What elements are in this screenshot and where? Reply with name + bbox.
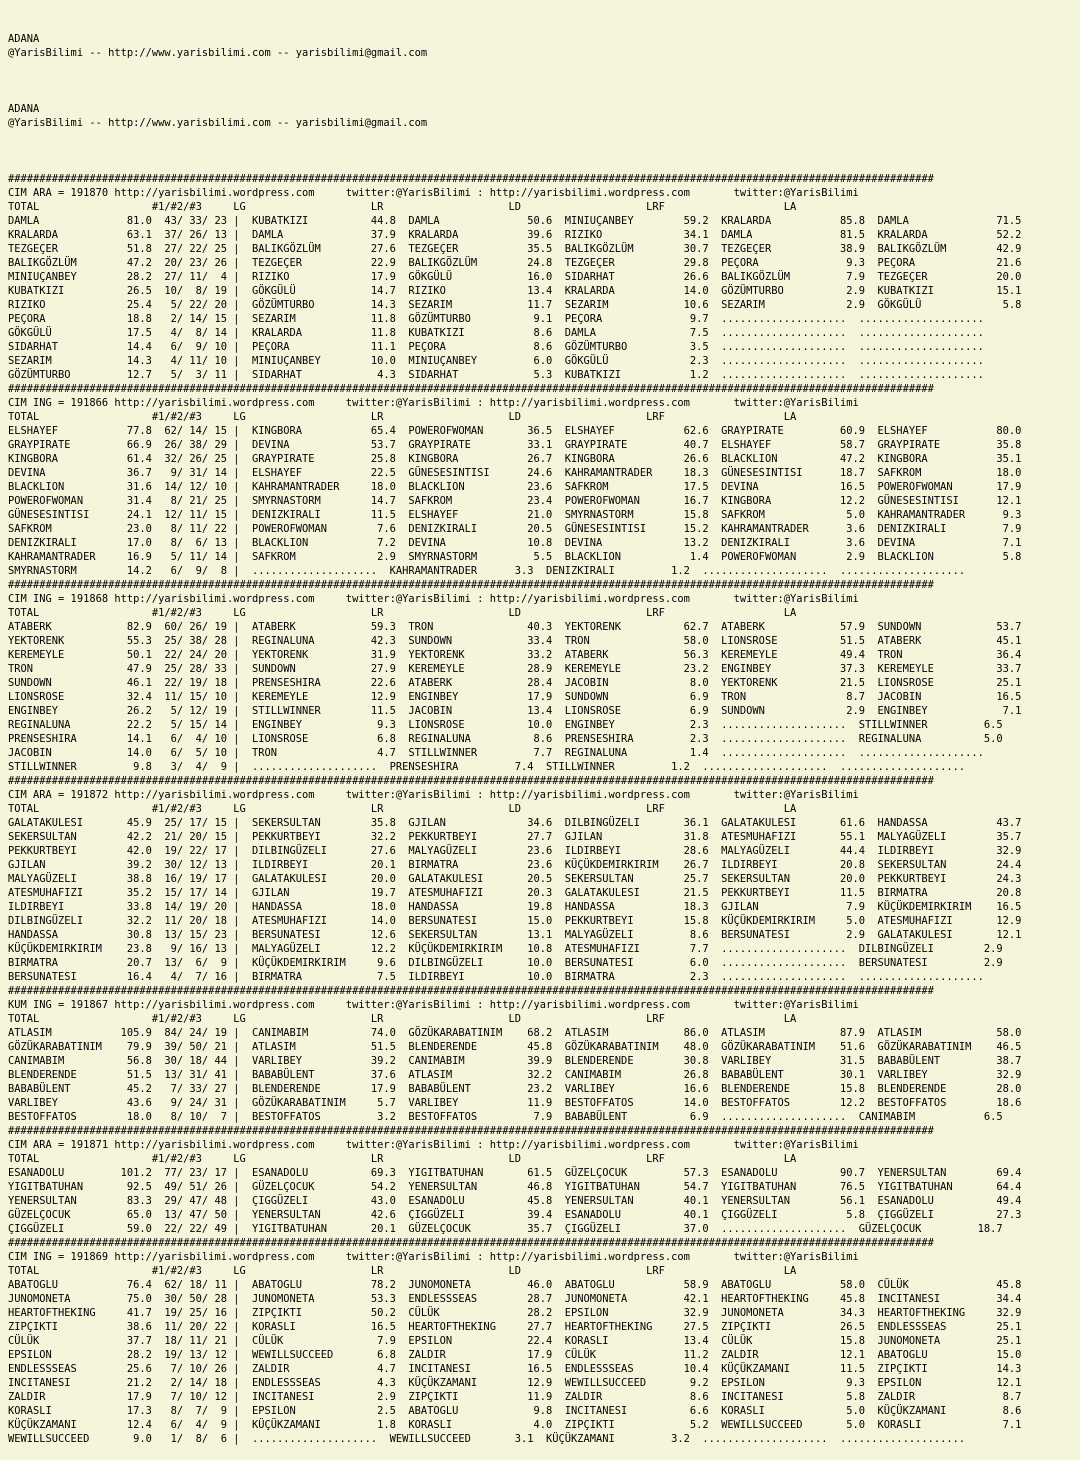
separator-line: #################################################################################################################################################### xyxy=(8,383,934,395)
table-row: SEZARIM 14.3 4/ 11/ 10 | MINIUÇANBEY 10.0 MINIUÇANBEY 6.0 GÖKGÜLÜ 2.3 .................... .................... xyxy=(8,355,984,367)
table-row: GÜNESESINTISI 24.1 12/ 11/ 15 | DENIZKIRALI 11.5 ELSHAYEF 21.0 SMYRNASTORM 15.8 SAFKROM 5.0 KAHRAMANTRADER 9.3 xyxy=(8,509,1022,521)
table-row: EPSILON 28.2 19/ 13/ 12 | WEWILLSUCCEED 6.8 ZALDIR 17.9 CÜLÜK 11.2 ZALDIR 12.1 ABATOGLU 15.0 xyxy=(8,1349,1022,1361)
city-title: ADANA xyxy=(8,103,40,115)
separator-line: #################################################################################################################################################### xyxy=(8,1237,934,1249)
table-row: YIGITBATUHAN 92.5 49/ 51/ 26 | GÜZELÇOCUK 54.2 YENERSULTAN 46.8 YIGITBATUHAN 54.7 YIGITBATUHAN 76.5 YIGITBATUHAN 64.4 xyxy=(8,1181,1022,1193)
table-row: STILLWINNER 9.8 3/ 4/ 9 | .................... PRENSESHIRA 7.4 STILLWINNER 1.2 .................... .................... xyxy=(8,761,966,773)
table-row: DENIZKIRALI 17.0 8/ 6/ 13 | BLACKLION 7.2 DEVINA 10.8 DEVINA 13.2 DENIZKIRALI 3.6 DEVINA 7.1 xyxy=(8,537,1022,549)
table-row: POWEROFWOMAN 31.4 8/ 21/ 25 | SMYRNASTORM 14.7 SAFKROM 23.4 POWEROFWOMAN 16.7 KINGBORA 12.2 GÜNESESINTISI 12.1 xyxy=(8,495,1022,507)
contact-line: @YarisBilimi -- http://www.yarisbilimi.com -- yarisbilimi@gmail.com xyxy=(8,47,428,59)
table-row: BESTOFFATOS 18.0 8/ 10/ 7 | BESTOFFATOS 3.2 BESTOFFATOS 7.9 BABABÜLENT 6.9 .................... CANIMABIM 6.5 xyxy=(8,1111,1003,1123)
blank-line xyxy=(8,130,1080,144)
table-row: KUBATKIZI 26.5 10/ 8/ 19 | GÖKGÜLÜ 14.7 RIZIKO 13.4 KRALARDA 14.0 GÖZÜMTURBO 2.9 KUBATKIZI 15.1 xyxy=(8,285,1022,297)
table-row: TEZGEÇER 51.8 27/ 22/ 25 | BALIKGÖZLÜM 27.6 TEZGEÇER 35.5 BALIKGÖZLÜM 30.7 TEZGEÇER 38.9 BALIKGÖZLÜM 42.9 xyxy=(8,243,1022,255)
table-row: YENERSULTAN 83.3 29/ 47/ 48 | ÇIGGÜZELI 43.0 ESANADOLU 45.8 YENERSULTAN 40.1 YENERSULTAN 56.1 ESANADOLU 49.4 xyxy=(8,1195,1022,1207)
table-row: MINIUÇANBEY 28.2 27/ 11/ 4 | RIZIKO 17.9 GÖKGÜLÜ 16.0 SIDARHAT 26.6 BALIKGÖZLÜM 7.9 TEZGEÇER 20.0 xyxy=(8,271,1022,283)
table-row: GALATAKULESI 45.9 25/ 17/ 15 | SEKERSULTAN 35.8 GJILAN 34.6 DILBINGÜZELI 36.1 GALATAKULESI 61.6 HANDASSA 43.7 xyxy=(8,817,1022,829)
race-title: CIM ARA = 191871 http://yarisbilimi.wordpress.com twitter:@YarisBilimi : http://yarisbilimi.wordpress.com twitter:@YarisBilimi xyxy=(8,1139,859,1151)
table-row: VARLIBEY 43.6 9/ 24/ 31 | GÖZÜKARABATINIM 5.7 VARLIBEY 11.9 BESTOFFATOS 14.0 BESTOFFATOS 12.2 BESTOFFATOS 18.6 xyxy=(8,1097,1022,1109)
table-row: PRENSESHIRA 14.1 6/ 4/ 10 | LIONSROSE 6.8 REGINALUNA 8.6 PRENSESHIRA 2.3 .................... REGINALUNA 5.0 xyxy=(8,733,1003,745)
table-row: BLACKLION 31.6 14/ 12/ 10 | KAHRAMANTRADER 18.0 BLACKLION 23.6 SAFKROM 17.5 DEVINA 16.5 POWEROFWOMAN 17.9 xyxy=(8,481,1022,493)
table-row: PEÇORA 18.8 2/ 14/ 15 | SEZARIM 11.8 GÖZÜMTURBO 9.1 PEÇORA 9.7 .................... .................... xyxy=(8,313,984,325)
table-row: HEARTOFTHEKING 41.7 19/ 25/ 16 | ZIPÇIKTI 50.2 CÜLÜK 28.2 EPSILON 32.9 JUNOMONETA 34.3 HEARTOFTHEKING 32.9 xyxy=(8,1307,1022,1319)
table-row: HANDASSA 30.8 13/ 15/ 23 | BERSUNATESI 12.6 SEKERSULTAN 13.1 MALYAGÜZELI 8.6 BERSUNATESI 2.9 GALATAKULESI 12.1 xyxy=(8,929,1022,941)
table-row: KEREMEYLE 50.1 22/ 24/ 20 | YEKTORENK 31.9 YEKTORENK 33.2 ATABERK 56.3 KEREMEYLE 49.4 TRON 36.4 xyxy=(8,649,1022,661)
table-row: SEKERSULTAN 42.2 21/ 20/ 15 | PEKKURTBEYI 32.2 PEKKURTBEYI 27.7 GJILAN 31.8 ATESMUHAFIZI 55.1 MALYAGÜZELI 35.7 xyxy=(8,831,1022,843)
race-block xyxy=(8,998,1080,1124)
table-row: REGINALUNA 22.2 5/ 15/ 14 | ENGINBEY 9.3 LIONSROSE 10.0 ENGINBEY 2.3 .................... STILLWINNER 6.5 xyxy=(8,719,1003,731)
city-title: ADANA xyxy=(8,33,40,45)
column-header: TOTAL #1/#2/#3 LG LR LD LRF LA xyxy=(8,411,797,423)
race-title: CIM ING = 191869 http://yarisbilimi.wordpress.com twitter:@YarisBilimi : http://yarisbilimi.wordpress.com twitter:@YarisBilimi xyxy=(8,1251,859,1263)
table-row: WEWILLSUCCEED 9.0 1/ 8/ 6 | .................... WEWILLSUCCEED 3.1 KÜÇÜKZAMANI 3.2 .................... .................... xyxy=(8,1433,966,1445)
race-block xyxy=(8,788,1080,984)
table-row: ZALDIR 17.9 7/ 10/ 12 | INCITANESI 2.9 ZIPÇIKTI 11.9 ZALDIR 8.6 INCITANESI 5.8 ZALDIR 8.7 xyxy=(8,1391,1022,1403)
table-row: KÜÇÜKDEMIRKIRIM 23.8 9/ 16/ 13 | MALYAGÜZELI 12.2 KÜÇÜKDEMIRKIRIM 10.8 ATESMUHAFIZI 7.7 .................... DILBINGÜZELI 2.9 xyxy=(8,943,1003,955)
table-row: PEKKURTBEYI 42.0 19/ 22/ 17 | DILBINGÜZELI 27.6 MALYAGÜZELI 23.6 ILDIRBEYI 28.6 MALYAGÜZELI 44.4 ILDIRBEYI 32.9 xyxy=(8,845,1022,857)
table-row: GRAYPIRATE 66.9 26/ 38/ 29 | DEVINA 53.7 GRAYPIRATE 33.1 GRAYPIRATE 40.7 ELSHAYEF 58.7 GRAYPIRATE 35.8 xyxy=(8,439,1022,451)
table-row: ATABERK 82.9 60/ 26/ 19 | ATABERK 59.3 TRON 40.3 YEKTORENK 62.7 ATABERK 57.9 SUNDOWN 53.7 xyxy=(8,621,1022,633)
table-row: KAHRAMANTRADER 16.9 5/ 11/ 14 | SAFKROM 2.9 SMYRNASTORM 5.5 BLACKLION 1.4 POWEROFWOMAN 2.9 BLACKLION 5.8 xyxy=(8,551,1022,563)
race-title: CIM ARA = 191872 http://yarisbilimi.wordpress.com twitter:@YarisBilimi : http://yarisbilimi.wordpress.com twitter:@YarisBilimi xyxy=(8,789,859,801)
table-row: DAMLA 81.0 43/ 33/ 23 | KUBATKIZI 44.8 DAMLA 50.6 MINIUÇANBEY 59.2 KRALARDA 85.8 DAMLA 71.5 xyxy=(8,215,1022,227)
blank-line xyxy=(8,74,1080,88)
table-row: ENGINBEY 26.2 5/ 12/ 19 | STILLWINNER 11.5 JACOBIN 13.4 LIONSROSE 6.9 SUNDOWN 2.9 ENGINBEY 7.1 xyxy=(8,705,1022,717)
table-row: CÜLÜK 37.7 18/ 11/ 21 | CÜLÜK 7.9 EPSILON 22.4 KORASLI 13.4 CÜLÜK 15.8 JUNOMONETA 25.1 xyxy=(8,1335,1022,1347)
separator-line: #################################################################################################################################################### xyxy=(8,1125,934,1137)
table-row: GÖZÜKARABATINIM 79.9 39/ 50/ 21 | ATLASIM 51.5 BLENDERENDE 45.8 GÖZÜKARABATINIM 48.0 GÖZÜKARABATINIM 51.6 GÖZÜKARABATINIM 46.5 xyxy=(8,1041,1022,1053)
table-row: ENDLESSSEAS 25.6 7/ 10/ 26 | ZALDIR 4.7 INCITANESI 16.5 ENDLESSSEAS 10.4 KÜÇÜKZAMANI 11.5 ZIPÇIKTI 14.3 xyxy=(8,1363,1022,1375)
table-row: KORASLI 17.3 8/ 7/ 9 | EPSILON 2.5 ABATOGLU 9.8 INCITANESI 6.6 KORASLI 5.0 KÜÇÜKZAMANI 8.6 xyxy=(8,1405,1022,1417)
table-row: KINGBORA 61.4 32/ 26/ 25 | GRAYPIRATE 25.8 KINGBORA 26.7 KINGBORA 26.6 BLACKLION 47.2 KINGBORA 35.1 xyxy=(8,453,1022,465)
separator-line: #################################################################################################################################################### xyxy=(8,173,934,185)
table-row: MALYAGÜZELI 38.8 16/ 19/ 17 | GALATAKULESI 20.0 GALATAKULESI 20.5 SEKERSULTAN 25.7 SEKERSULTAN 20.0 PEKKURTBEYI 24.3 xyxy=(8,873,1022,885)
table-row: KÜÇÜKZAMANI 12.4 6/ 4/ 9 | KÜÇÜKZAMANI 1.8 KORASLI 4.0 ZIPÇIKTI 5.2 WEWILLSUCCEED 5.0 KORASLI 7.1 xyxy=(8,1419,1022,1431)
table-row: GÖKGÜLÜ 17.5 4/ 8/ 14 | KRALARDA 11.8 KUBATKIZI 8.6 DAMLA 7.5 .................... .................... xyxy=(8,327,984,339)
table-row: ABATOGLU 76.4 62/ 18/ 11 | ABATOGLU 78.2 JUNOMONETA 46.0 ABATOGLU 58.9 ABATOGLU 58.0 CÜLÜK 45.8 xyxy=(8,1279,1022,1291)
table-row: ELSHAYEF 77.8 62/ 14/ 15 | KINGBORA 65.4 POWEROFWOMAN 36.5 ELSHAYEF 62.6 GRAYPIRATE 60.9 ELSHAYEF 80.0 xyxy=(8,425,1022,437)
table-row: ESANADOLU 101.2 77/ 23/ 17 | ESANADOLU 69.3 YIGITBATUHAN 61.5 GÜZELÇOCUK 57.3 ESANADOLU 90.7 YENERSULTAN 69.4 xyxy=(8,1167,1022,1179)
table-row: SMYRNASTORM 14.2 6/ 9/ 8 | .................... KAHRAMANTRADER 3.3 DENIZKIRALI 1.2 .................... .................... xyxy=(8,565,966,577)
table-row: JUNOMONETA 75.0 30/ 50/ 28 | JUNOMONETA 53.3 ENDLESSSEAS 28.7 JUNOMONETA 42.1 HEARTOFTHEKING 45.8 INCITANESI 34.4 xyxy=(8,1293,1022,1305)
blank-line xyxy=(8,60,1080,74)
race-title: KUM ING = 191867 http://yarisbilimi.wordpress.com twitter:@YarisBilimi : http://yarisbilimi.wordpress.com twitter:@YarisBilimi xyxy=(8,999,859,1011)
table-row: ATESMUHAFIZI 35.2 15/ 17/ 14 | GJILAN 19.7 ATESMUHAFIZI 20.3 GALATAKULESI 21.5 PEKKURTBEYI 11.5 BIRMATRA 20.8 xyxy=(8,887,1022,899)
table-row: ILDIRBEYI 33.8 14/ 19/ 20 | HANDASSA 18.0 HANDASSA 19.8 HANDASSA 18.3 GJILAN 7.9 KÜÇÜKDEMIRKIRIM 16.5 xyxy=(8,901,1022,913)
column-header: TOTAL #1/#2/#3 LG LR LD LRF LA xyxy=(8,803,797,815)
column-header: TOTAL #1/#2/#3 LG LR LD LRF LA xyxy=(8,1265,797,1277)
column-header: TOTAL #1/#2/#3 LG LR LD LRF LA xyxy=(8,201,797,213)
race-block xyxy=(8,1138,1080,1236)
race-block xyxy=(8,592,1080,774)
document-header xyxy=(8,32,1080,144)
table-row: GÖZÜMTURBO 12.7 5/ 3/ 11 | SIDARHAT 4.3 SIDARHAT 5.3 KUBATKIZI 1.2 .................... .................... xyxy=(8,369,984,381)
column-header: TOTAL #1/#2/#3 LG LR LD LRF LA xyxy=(8,607,797,619)
blank-line xyxy=(8,88,1080,102)
contact-line: @YarisBilimi -- http://www.yarisbilimi.com -- yarisbilimi@gmail.com xyxy=(8,117,428,129)
table-row: JACOBIN 14.0 6/ 5/ 10 | TRON 4.7 STILLWINNER 7.7 REGINALUNA 1.4 .................... .................... xyxy=(8,747,984,759)
table-row: GJILAN 39.2 30/ 12/ 13 | ILDIRBEYI 20.1 BIRMATRA 23.6 KÜÇÜKDEMIRKIRIM 26.7 ILDIRBEYI 20.8 SEKERSULTAN 24.4 xyxy=(8,859,1022,871)
table-row: DILBINGÜZELI 32.2 11/ 20/ 18 | ATESMUHAFIZI 14.0 BERSUNATESI 15.0 PEKKURTBEYI 15.8 KÜÇÜKDEMIRKIRIM 5.0 ATESMUHAFIZI 12.9 xyxy=(8,915,1022,927)
race-blocks xyxy=(8,172,1080,1446)
table-row: CANIMABIM 56.8 30/ 18/ 44 | VARLIBEY 39.2 CANIMABIM 39.9 BLENDERENDE 30.8 VARLIBEY 31.5 BABABÜLENT 38.7 xyxy=(8,1055,1022,1067)
separator-line: #################################################################################################################################################### xyxy=(8,985,934,997)
table-row: ÇIGGÜZELI 59.0 22/ 22/ 49 | YIGITBATUHAN 20.1 GÜZELÇOCUK 35.7 ÇIGGÜZELI 37.0 .................... GÜZELÇOCUK 18.7 xyxy=(8,1223,1003,1235)
table-row: SIDARHAT 14.4 6/ 9/ 10 | PEÇORA 11.1 PEÇORA 8.6 GÖZÜMTURBO 3.5 .................... .................... xyxy=(8,341,984,353)
race-title: CIM ING = 191866 http://yarisbilimi.wordpress.com twitter:@YarisBilimi : http://yarisbilimi.wordpress.com twitter:@YarisBilimi xyxy=(8,397,859,409)
table-row: BABABÜLENT 45.2 7/ 33/ 27 | BLENDERENDE 17.9 BABABÜLENT 23.2 VARLIBEY 16.6 BLENDERENDE 15.8 BLENDERENDE 28.0 xyxy=(8,1083,1022,1095)
table-row: BLENDERENDE 51.5 13/ 31/ 41 | BABABÜLENT 37.6 ATLASIM 32.2 CANIMABIM 26.8 BABABÜLENT 30.1 VARLIBEY 32.9 xyxy=(8,1069,1022,1081)
table-row: BERSUNATESI 16.4 4/ 7/ 16 | BIRMATRA 7.5 ILDIRBEYI 10.0 BIRMATRA 2.3 .................... .................... xyxy=(8,971,984,983)
table-row: ZIPÇIKTI 38.6 11/ 20/ 22 | KORASLI 16.5 HEARTOFTHEKING 27.7 HEARTOFTHEKING 27.5 ZIPÇIKTI 26.5 ENDLESSSEAS 25.1 xyxy=(8,1321,1022,1333)
race-block xyxy=(8,186,1080,382)
table-row: RIZIKO 25.4 5/ 22/ 20 | GÖZÜMTURBO 14.3 SEZARIM 11.7 SEZARIM 10.6 SEZARIM 2.9 GÖKGÜLÜ 5.8 xyxy=(8,299,1022,311)
table-row: KRALARDA 63.1 37/ 26/ 13 | DAMLA 37.9 KRALARDA 39.6 RIZIKO 34.1 DAMLA 81.5 KRALARDA 52.2 xyxy=(8,229,1022,241)
table-row: SUNDOWN 46.1 22/ 19/ 18 | PRENSESHIRA 22.6 ATABERK 28.4 JACOBIN 8.0 YEKTORENK 21.5 LIONSROSE 25.1 xyxy=(8,677,1022,689)
column-header: TOTAL #1/#2/#3 LG LR LD LRF LA xyxy=(8,1153,797,1165)
race-block xyxy=(8,396,1080,578)
table-row: LIONSROSE 32.4 11/ 15/ 10 | KEREMEYLE 12.9 ENGINBEY 17.9 SUNDOWN 6.9 TRON 8.7 JACOBIN 16.5 xyxy=(8,691,1022,703)
table-row: DEVINA 36.7 9/ 31/ 14 | ELSHAYEF 22.5 GÜNESESINTISI 24.6 KAHRAMANTRADER 18.3 GÜNESESINTISI 18.7 SAFKROM 18.0 xyxy=(8,467,1022,479)
table-row: SAFKROM 23.0 8/ 11/ 22 | POWEROFWOMAN 7.6 DENIZKIRALI 20.5 GÜNESESINTISI 15.2 KAHRAMANTRADER 3.6 DENIZKIRALI 7.9 xyxy=(8,523,1022,535)
table-row: GÜZELÇOCUK 65.0 13/ 47/ 50 | YENERSULTAN 42.6 ÇIGGÜZELI 39.4 ESANADOLU 40.1 ÇIGGÜZELI 5.8 ÇIGGÜZELI 27.3 xyxy=(8,1209,1022,1221)
table-row: BIRMATRA 20.7 13/ 6/ 9 | KÜÇÜKDEMIRKIRIM 9.6 DILBINGÜZELI 10.0 BERSUNATESI 6.0 .................... BERSUNATESI 2.9 xyxy=(8,957,1003,969)
table-row: INCITANESI 21.2 2/ 14/ 18 | ENDLESSSEAS 4.3 KÜÇÜKZAMANI 12.9 WEWILLSUCCEED 9.2 EPSILON 9.3 EPSILON 12.1 xyxy=(8,1377,1022,1389)
table-row: YEKTORENK 55.3 25/ 38/ 28 | REGINALUNA 42.3 SUNDOWN 33.4 TRON 58.0 LIONSROSE 51.5 ATABERK 45.1 xyxy=(8,635,1022,647)
table-row: BALIKGÖZLÜM 47.2 20/ 23/ 26 | TEZGEÇER 22.9 BALIKGÖZLÜM 24.8 TEZGEÇER 29.8 PEÇORA 9.3 PEÇORA 21.6 xyxy=(8,257,1022,269)
separator-line: #################################################################################################################################################### xyxy=(8,579,934,591)
race-title: CIM ING = 191868 http://yarisbilimi.wordpress.com twitter:@YarisBilimi : http://yarisbilimi.wordpress.com twitter:@YarisBilimi xyxy=(8,593,859,605)
table-row: ATLASIM 105.9 84/ 24/ 19 | CANIMABIM 74.0 GÖZÜKARABATINIM 68.2 ATLASIM 86.0 ATLASIM 87.9 ATLASIM 58.0 xyxy=(8,1027,1022,1039)
column-header: TOTAL #1/#2/#3 LG LR LD LRF LA xyxy=(8,1013,797,1025)
table-row: TRON 47.9 25/ 28/ 33 | SUNDOWN 27.9 KEREMEYLE 28.9 KEREMEYLE 23.2 ENGINBEY 37.3 KEREMEYLE 33.7 xyxy=(8,663,1022,675)
separator-line: #################################################################################################################################################### xyxy=(8,775,934,787)
race-block xyxy=(8,1250,1080,1446)
race-title: CIM ARA = 191870 http://yarisbilimi.wordpress.com twitter:@YarisBilimi : http://yarisbilimi.wordpress.com twitter:@YarisBilimi xyxy=(8,187,859,199)
